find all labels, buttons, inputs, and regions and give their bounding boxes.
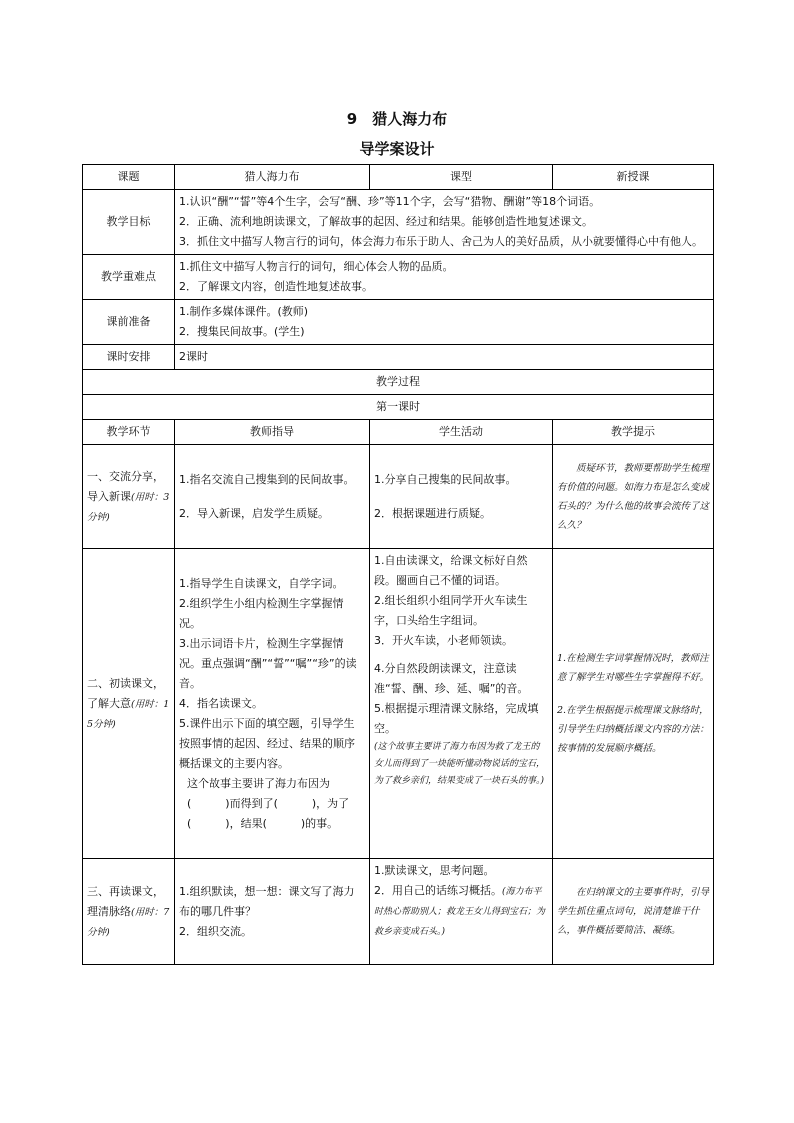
stage-time: (用时：7分钟) <box>87 906 170 938</box>
topic-value: 猎人海力布 <box>175 165 370 190</box>
teacher-guidance <box>175 445 370 549</box>
tip-text: 1.在检测生字词掌握情况时，教师注意了解学生对哪些生字掌握得不好。 <box>557 653 710 683</box>
stage-name: 二、初读课文，了解大意 <box>87 676 164 710</box>
student-activity <box>370 859 553 965</box>
type-label: 课型 <box>370 165 553 190</box>
fill-in-line: ( )而得到了( )，为了 <box>187 796 350 810</box>
prep-content <box>175 300 714 345</box>
student-item: 2.组长组织小组同学开火车读生字，口头给生字组词。 <box>374 594 528 627</box>
type-value: 新授课 <box>553 165 714 190</box>
keypoint-item: 2．了解课文内容，创造性地复述故事。 <box>179 280 373 293</box>
teacher-item: 1.指名交流自己搜集到的民间故事。 <box>179 472 355 486</box>
schedule-row <box>83 345 714 370</box>
teacher-item: 4．指名读课文。 <box>179 696 263 710</box>
teacher-item: 5.课件出示下面的填空题，引导学生按照事情的起因、经过、结果的顺序概括课文的主要内容。 <box>179 716 355 770</box>
fill-in-line: 这个故事主要讲了海力布因为 <box>187 776 330 790</box>
process-title: 教学过程 <box>83 370 714 395</box>
keypoints-content <box>175 255 714 300</box>
student-answer: (这个故事主要讲了海力布因为救了龙王的女儿而得到了一块能听懂动物说话的宝石，为了救乡亲们，结果变成了一块石头的事。) <box>374 742 546 786</box>
teacher-item: 3.出示词语卡片，检测生字掌握情况。重点强调“酬”“誓”“嘱”“珍”的读音。 <box>179 636 357 690</box>
column-header: 教师指导 <box>175 420 370 445</box>
topic-label: 课题 <box>83 165 175 190</box>
tip-text: 在归纳课文的主要事件时，引导学生抓住重点词句，说清楚谁干什么，事件概括要简洁、凝练。 <box>557 887 710 936</box>
teacher-item: 1.指导学生自读课文，自学字词。 <box>179 576 344 590</box>
teacher-item: 1.组织默读，想一想：课文写了海力布的哪几件事？ <box>179 884 355 918</box>
student-item: 1.分享自己搜集的民间故事。 <box>374 472 517 486</box>
goal-item: 1.认识“酬”“誓”等4个生字，会写“酬、珍”等11个字，会写“猎物、酬谢”等18个词语。 <box>179 195 601 208</box>
goals-label: 教学目标 <box>83 190 175 255</box>
student-item: 1.默读课文，思考问题。 <box>374 864 495 877</box>
schedule-label: 课时安排 <box>83 345 175 370</box>
period-title-row <box>83 395 714 420</box>
keypoints-row <box>83 255 714 300</box>
goal-item: 3．抓住文中描写人物言行的词句，体会海力布乐于助人、舍己为人的美好品质，从小就要懂得心中有他人。 <box>179 235 703 248</box>
student-item: 2．根据课题进行质疑。 <box>374 506 491 520</box>
column-header: 教学提示 <box>553 420 714 445</box>
tip-text: 质疑环节，教师要帮助学生梳理有价值的问题。如海力布是怎么变成石头的？为什么他的故事会流传了这么久？ <box>557 462 710 531</box>
step-stage <box>83 445 175 549</box>
student-item: 1.自由读课文，给课文标好自然段。圈画自己不懂的词语。 <box>374 554 528 587</box>
topic-row <box>83 165 714 190</box>
stage-time: (用时：3分钟) <box>87 491 170 523</box>
teacher-item: 2.组织学生小组内检测生字掌握情况。 <box>179 596 344 630</box>
column-header: 教学环节 <box>83 420 175 445</box>
step-row <box>83 445 714 549</box>
period-title: 第一课时 <box>83 395 714 420</box>
student-item: 4.分自然段朗读课文，注意读准“誓、酬、珍、延、嘱”的音。 <box>374 662 529 695</box>
keypoint-item: 1.抓住文中描写人物言行的词句，细心体会人物的品质。 <box>179 260 454 273</box>
student-activity <box>370 549 553 859</box>
document-subtitle: 导学案设计 <box>359 140 435 158</box>
goal-item: 2．正确、流利地朗读课文，了解故事的起因、经过和结果。能够创造性地复述课文。 <box>179 215 593 228</box>
fill-in-line: ( )，结果( )的事。 <box>187 816 339 830</box>
goals-content <box>175 190 714 255</box>
lesson-title: 9 猎人海力布 <box>346 110 448 128</box>
step-stage <box>83 859 175 965</box>
step-row <box>83 859 714 965</box>
process-title-row <box>83 370 714 395</box>
teaching-tip <box>553 445 714 549</box>
teacher-item: 2．导入新课，启发学生质疑。 <box>179 506 329 520</box>
prep-item: 2．搜集民间故事。(学生) <box>179 325 305 338</box>
student-item: 3．开火车读，小老师领读。 <box>374 634 513 647</box>
student-item: 5.根据提示理清课文脉络，完成填空。 <box>374 702 539 735</box>
step-stage <box>83 549 175 859</box>
stage-name: 三、再读课文，理清脉络 <box>87 884 164 918</box>
teacher-guidance <box>175 859 370 965</box>
stage-time: (用时：15分钟) <box>87 698 170 730</box>
student-item: 2．用自己的话练习概括。(海力布平时热心帮助别人；救龙王女儿得到宝石；为救乡亲变成石头。) <box>374 884 546 937</box>
student-activity <box>370 445 553 549</box>
stage-name: 一、交流分享，导入新课 <box>87 469 164 503</box>
teaching-tip <box>553 859 714 965</box>
column-header-row <box>83 420 714 445</box>
step-row <box>83 549 714 859</box>
prep-label: 课前准备 <box>83 300 175 345</box>
keypoints-label: 教学重难点 <box>83 255 175 300</box>
teaching-tip <box>553 549 714 859</box>
schedule-value: 2课时 <box>175 345 714 370</box>
teacher-item: 2．组织交流。 <box>179 924 252 938</box>
lesson-plan-table <box>82 164 714 965</box>
tip-text: 2.在学生根据提示梳理课文脉络时，引导学生归纳概括课文内容的方法：按事情的发展顺序概括。 <box>557 705 710 754</box>
prep-row <box>83 300 714 345</box>
goals-row <box>83 190 714 255</box>
teacher-guidance <box>175 549 370 859</box>
prep-item: 1.制作多媒体课件。(教师) <box>179 305 309 318</box>
column-header: 学生活动 <box>370 420 553 445</box>
